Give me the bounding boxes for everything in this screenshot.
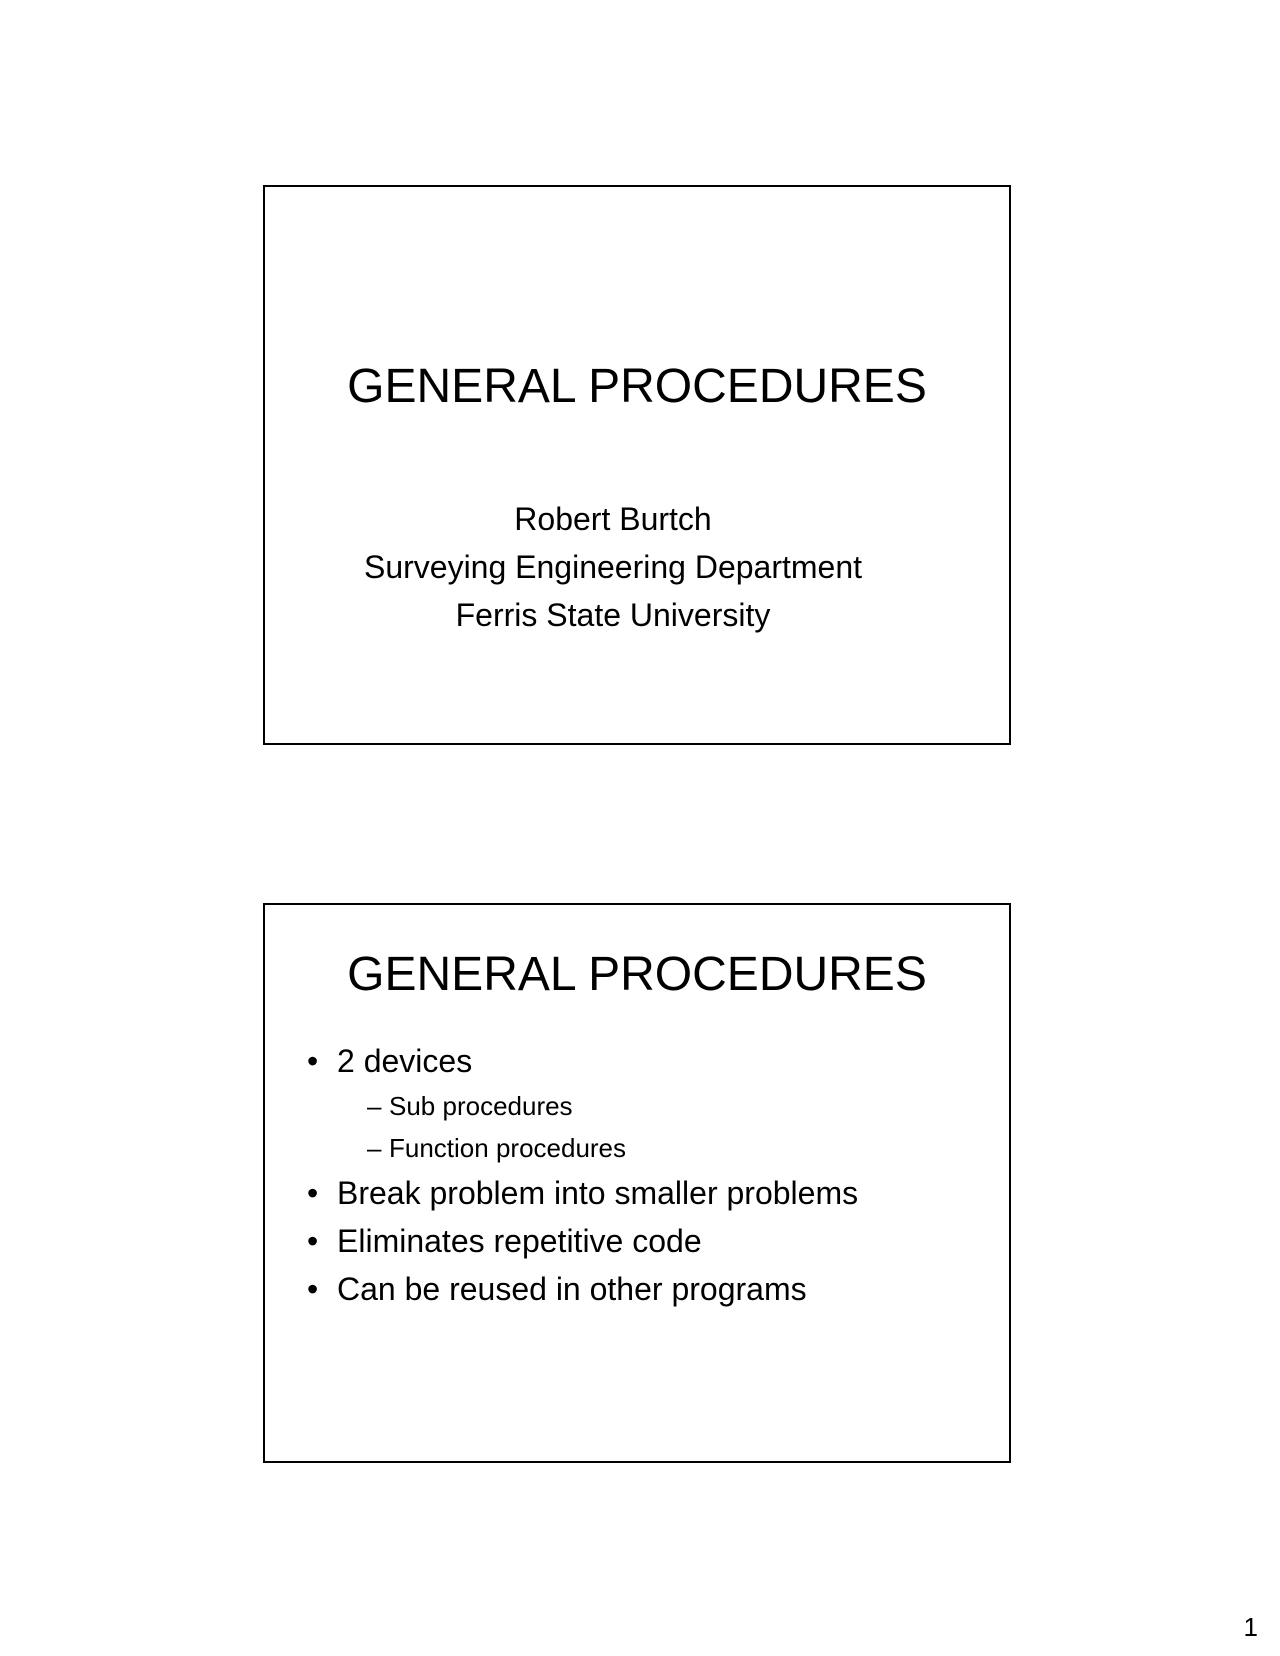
bullet-text: Break problem into smaller problems — [337, 1175, 859, 1211]
bullet-item — [307, 1217, 989, 1265]
slide-title — [263, 185, 1011, 745]
author-department: Surveying Engineering Department — [363, 549, 863, 585]
author-university: Ferris State University — [455, 597, 771, 633]
sub-bullet-marker: – — [367, 1091, 382, 1121]
slide-title-heading: GENERAL PROCEDURES — [347, 360, 927, 413]
author-name: Robert Burtch — [514, 501, 712, 537]
slide-overview — [263, 903, 1011, 1463]
bullet-text: 2 devices — [337, 1043, 473, 1079]
bullet-item — [307, 1037, 989, 1085]
bullet-item — [307, 1169, 989, 1217]
sub-bullet-text: Sub procedures — [389, 1091, 573, 1121]
bullet-marker: • — [307, 1271, 319, 1307]
bullet-list — [307, 1037, 989, 1313]
page-number: 1 — [1243, 1612, 1258, 1642]
bullet-marker: • — [307, 1043, 319, 1079]
sub-bullet-marker: – — [367, 1133, 382, 1163]
bullet-item — [307, 1265, 989, 1313]
bullet-marker: • — [307, 1175, 319, 1211]
slide-subtitle — [265, 495, 961, 639]
sub-bullet-item — [307, 1085, 989, 1127]
bullet-text: Eliminates repetitive code — [337, 1223, 702, 1259]
bullet-text: Can be reused in other programs — [337, 1271, 807, 1307]
bullet-marker: • — [307, 1223, 319, 1259]
sub-bullet-text: Function procedures — [389, 1133, 627, 1163]
slide-overview-heading: GENERAL PROCEDURES — [347, 948, 927, 1001]
sub-bullet-item — [307, 1127, 989, 1169]
